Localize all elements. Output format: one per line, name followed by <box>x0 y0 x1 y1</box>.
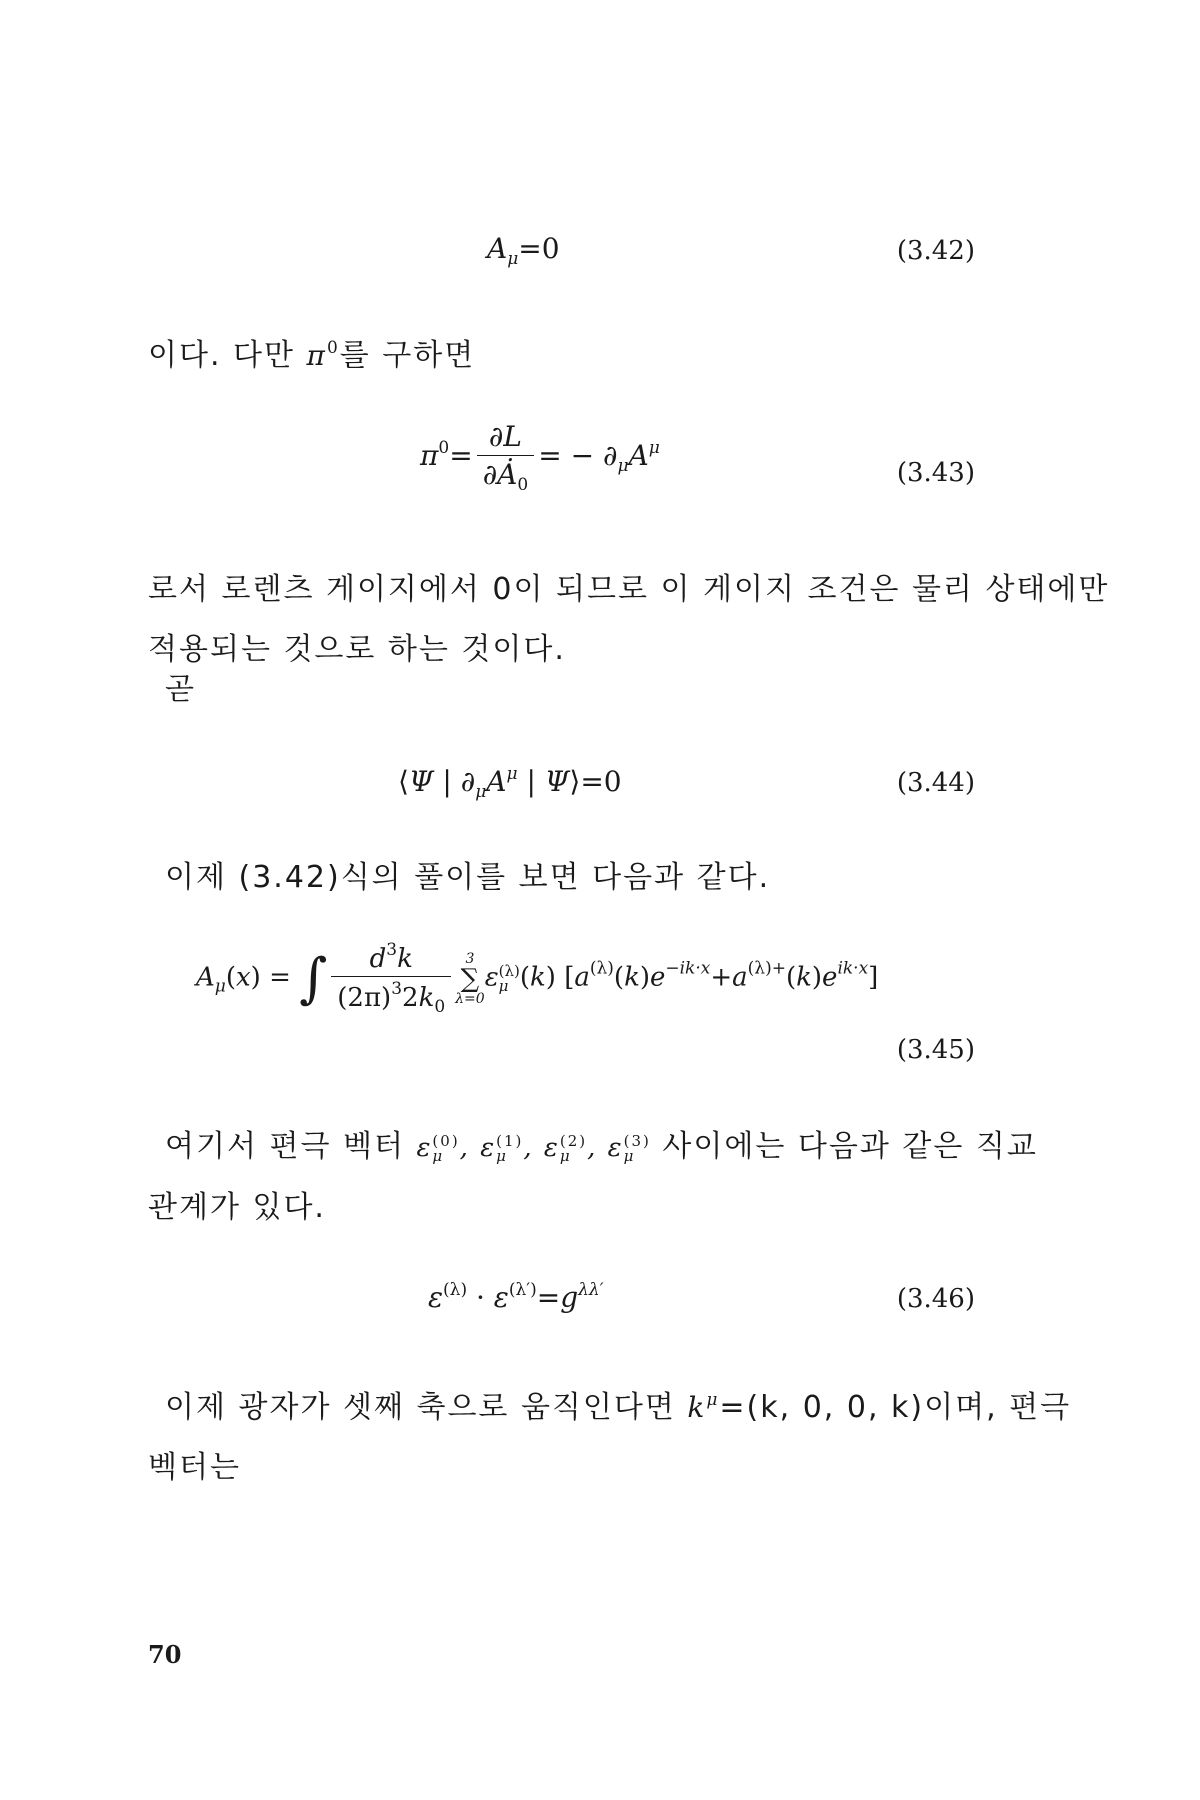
paragraph-4 <box>165 848 1045 908</box>
k-mu-inline: $k^\mu$ <box>687 1390 720 1424</box>
equation-number-3-44: (3.44) <box>896 768 975 798</box>
page-number: 70 <box>148 1640 182 1669</box>
equation-number-3-42: (3.42) <box>896 236 975 266</box>
paragraph-1-tail: 를 구하면 <box>339 338 476 373</box>
paragraph-4-text: 이제 (3.42)식의 풀이를 보면 다음과 같다. <box>165 860 771 895</box>
pi0-inline: $\pi^0$ <box>306 338 340 372</box>
paragraph-5-line-2: 관계가 있다. <box>148 1190 326 1225</box>
paragraph-5-tail: 사이에는 다음과 같은 직교 <box>650 1129 1038 1164</box>
paragraph-5-head: 여기서 편극 벡터 <box>165 1129 417 1164</box>
paragraph-6-line-2: 벡터는 <box>148 1450 241 1485</box>
paragraph-3 <box>165 660 1045 720</box>
paragraph-2-line-1: 로서 로렌츠 게이지에서 0이 되므로 이 게이지 조건은 물리 상태에만 <box>148 572 1110 607</box>
paragraph-6-head: 이제 광자가 셋째 축으로 움직인다면 <box>165 1390 688 1425</box>
equation-3-45: $A_\mu(x)$ = ∫ $\frac{d^3k}{(2\pi)^32k_0}$ 3 ∑ λ=0 ε (λ) μ (k) $[a^{(\lambda)}(k)e^{-ik\cdot x}+a^{(\lambda)+}(k)e^{ik\cdot x}]$ <box>196 940 879 1017</box>
paragraph-3-text: 곧 <box>165 672 196 707</box>
paragraph-6 <box>148 1370 1072 1498</box>
equation-3-42: $A_\mu=0$ <box>487 232 560 269</box>
equation-number-3-46: (3.46) <box>896 1284 975 1314</box>
paragraph-1-text: 이다. 다만 <box>148 338 307 373</box>
paragraph-1 <box>148 318 1028 386</box>
equation-3-43: $\pi^0=$ $\frac{\partial L}{\partial Ȧ_0}$ = − $\partial_\mu A^\mu$ <box>420 420 660 495</box>
paragraph-5 <box>148 1117 1038 1238</box>
paragraph-6-mid: =(k, 0, 0, k)이며, 편극 <box>719 1390 1072 1425</box>
paragraph-2-line-2: 적용되는 것으로 하는 것이다. <box>148 632 566 667</box>
equation-3-46: $\varepsilon^{(\lambda)} \cdot \varepsilon^{(\lambda')}=g^{\lambda\lambda'}$ <box>428 1280 604 1314</box>
equation-number-3-43: (3.43) <box>896 458 975 488</box>
equation-3-44: ⟨Ψ | $\partial_\mu A^\mu$ | Ψ⟩=0 <box>398 764 622 802</box>
polarization-vectors-inline: ε (0) μ , ε (1) μ , ε (2) μ , ε (3) μ <box>416 1132 651 1165</box>
equation-number-3-45: (3.45) <box>896 1035 975 1065</box>
